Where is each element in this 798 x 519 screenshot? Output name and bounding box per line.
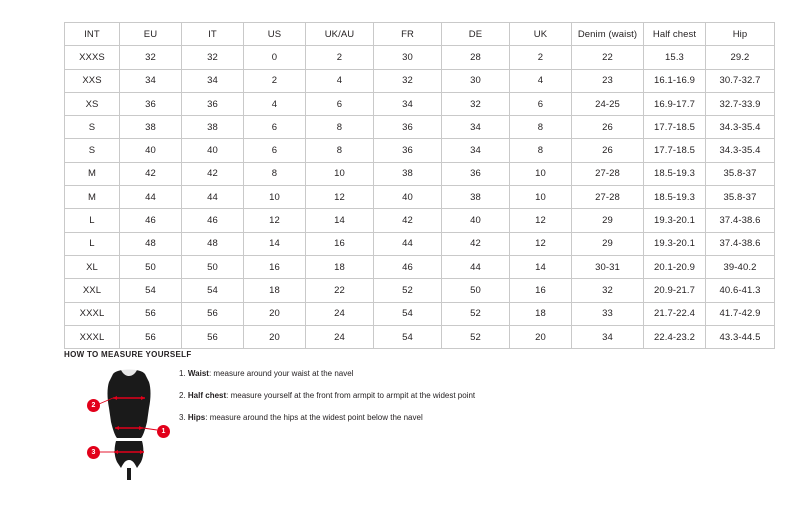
instruction-text: : measure around your waist at the navel bbox=[208, 369, 354, 378]
cell: 18.5-19.3 bbox=[644, 186, 706, 209]
column-header: IT bbox=[182, 23, 244, 46]
cell: 6 bbox=[510, 92, 572, 115]
cell: 10 bbox=[510, 186, 572, 209]
column-header: Half chest bbox=[644, 23, 706, 46]
size-chart-table bbox=[64, 22, 775, 349]
cell: 36 bbox=[120, 92, 182, 115]
cell: 2 bbox=[510, 46, 572, 69]
cell: 36 bbox=[182, 92, 244, 115]
cell: M bbox=[65, 162, 120, 185]
cell: 29.2 bbox=[706, 46, 775, 69]
table-row bbox=[65, 325, 775, 348]
cell: 16.1-16.9 bbox=[644, 69, 706, 92]
badge-waist: 1 bbox=[157, 425, 170, 438]
cell: 20.1-20.9 bbox=[644, 255, 706, 278]
cell: 40.6-41.3 bbox=[706, 279, 775, 302]
cell: 52 bbox=[374, 279, 442, 302]
cell: 6 bbox=[244, 116, 306, 139]
cell: 52 bbox=[442, 302, 510, 325]
cell: 46 bbox=[374, 255, 442, 278]
cell: 34 bbox=[442, 116, 510, 139]
table-row bbox=[65, 92, 775, 115]
cell: 24 bbox=[306, 302, 374, 325]
table-row bbox=[65, 139, 775, 162]
cell: 33 bbox=[572, 302, 644, 325]
cell: 12 bbox=[510, 232, 572, 255]
instruction-half-chest bbox=[179, 390, 609, 401]
table-row bbox=[65, 162, 775, 185]
cell: 17.7-18.5 bbox=[644, 116, 706, 139]
cell: 27-28 bbox=[572, 162, 644, 185]
column-header: INT bbox=[65, 23, 120, 46]
column-header: EU bbox=[120, 23, 182, 46]
cell: 10 bbox=[510, 162, 572, 185]
cell: 17.7-18.5 bbox=[644, 139, 706, 162]
cell: L bbox=[65, 232, 120, 255]
cell: 12 bbox=[306, 186, 374, 209]
cell: 50 bbox=[182, 255, 244, 278]
cell: 37.4-38.6 bbox=[706, 232, 775, 255]
cell: 37.4-38.6 bbox=[706, 209, 775, 232]
cell: 12 bbox=[510, 209, 572, 232]
cell: 30 bbox=[442, 69, 510, 92]
cell: 46 bbox=[182, 209, 244, 232]
cell: XXXL bbox=[65, 325, 120, 348]
cell: 18 bbox=[244, 279, 306, 302]
cell: 29 bbox=[572, 232, 644, 255]
cell: 10 bbox=[306, 162, 374, 185]
cell: 44 bbox=[182, 186, 244, 209]
cell: 38 bbox=[442, 186, 510, 209]
cell: 54 bbox=[374, 302, 442, 325]
instruction-index: 1. bbox=[179, 369, 186, 378]
cell: 36 bbox=[374, 116, 442, 139]
cell: 18 bbox=[510, 302, 572, 325]
table-row bbox=[65, 209, 775, 232]
cell: XS bbox=[65, 92, 120, 115]
cell: XXXS bbox=[65, 46, 120, 69]
cell: 32 bbox=[182, 46, 244, 69]
cell: 38 bbox=[182, 116, 244, 139]
cell: 42 bbox=[182, 162, 244, 185]
mannequin-illustration bbox=[85, 364, 175, 484]
cell: 54 bbox=[120, 279, 182, 302]
cell: 35.8-37 bbox=[706, 162, 775, 185]
table-header-row bbox=[65, 23, 775, 46]
cell: 26 bbox=[572, 116, 644, 139]
column-header: FR bbox=[374, 23, 442, 46]
cell: 2 bbox=[306, 46, 374, 69]
table-row bbox=[65, 302, 775, 325]
cell: 15.3 bbox=[644, 46, 706, 69]
cell: 14 bbox=[306, 209, 374, 232]
cell: 22.4-23.2 bbox=[644, 325, 706, 348]
cell: 24 bbox=[306, 325, 374, 348]
cell: 34 bbox=[120, 69, 182, 92]
cell: 30.7-32.7 bbox=[706, 69, 775, 92]
cell: 32 bbox=[442, 92, 510, 115]
cell: 8 bbox=[306, 139, 374, 162]
cell: 56 bbox=[120, 302, 182, 325]
cell: XL bbox=[65, 255, 120, 278]
cell: 40 bbox=[374, 186, 442, 209]
cell: 19.3-20.1 bbox=[644, 232, 706, 255]
cell: 44 bbox=[442, 255, 510, 278]
mannequin-icon bbox=[85, 364, 175, 484]
table-row bbox=[65, 255, 775, 278]
cell: 30-31 bbox=[572, 255, 644, 278]
table-row bbox=[65, 116, 775, 139]
cell: 34 bbox=[442, 139, 510, 162]
cell: 16 bbox=[306, 232, 374, 255]
cell: 54 bbox=[374, 325, 442, 348]
cell: 38 bbox=[374, 162, 442, 185]
column-header: US bbox=[244, 23, 306, 46]
cell: 56 bbox=[182, 325, 244, 348]
cell: 36 bbox=[374, 139, 442, 162]
cell: L bbox=[65, 209, 120, 232]
cell: 29 bbox=[572, 209, 644, 232]
cell: 20.9-21.7 bbox=[644, 279, 706, 302]
table-row bbox=[65, 69, 775, 92]
instruction-hips bbox=[179, 412, 609, 423]
cell: 56 bbox=[120, 325, 182, 348]
cell: 40 bbox=[182, 139, 244, 162]
cell: XXS bbox=[65, 69, 120, 92]
measure-instructions bbox=[179, 368, 609, 434]
cell: 21.7-22.4 bbox=[644, 302, 706, 325]
instruction-term: Waist bbox=[187, 369, 209, 378]
cell: 19.3-20.1 bbox=[644, 209, 706, 232]
cell: S bbox=[65, 139, 120, 162]
cell: 30 bbox=[374, 46, 442, 69]
column-header: DE bbox=[442, 23, 510, 46]
cell: 34 bbox=[374, 92, 442, 115]
cell: 14 bbox=[510, 255, 572, 278]
cell: 24-25 bbox=[572, 92, 644, 115]
table-row bbox=[65, 279, 775, 302]
cell: 32 bbox=[120, 46, 182, 69]
cell: 44 bbox=[120, 186, 182, 209]
cell: 8 bbox=[306, 116, 374, 139]
cell: 4 bbox=[306, 69, 374, 92]
table-row bbox=[65, 232, 775, 255]
cell: 46 bbox=[120, 209, 182, 232]
cell: 34 bbox=[572, 325, 644, 348]
cell: 18.5-19.3 bbox=[644, 162, 706, 185]
cell: 18 bbox=[306, 255, 374, 278]
cell: 16 bbox=[510, 279, 572, 302]
cell: 39-40.2 bbox=[706, 255, 775, 278]
cell: 32.7-33.9 bbox=[706, 92, 775, 115]
badge-half-chest: 2 bbox=[87, 399, 100, 412]
cell: 34.3-35.4 bbox=[706, 139, 775, 162]
cell: 54 bbox=[182, 279, 244, 302]
column-header: UK bbox=[510, 23, 572, 46]
cell: 14 bbox=[244, 232, 306, 255]
column-header: UK/AU bbox=[306, 23, 374, 46]
table-row bbox=[65, 46, 775, 69]
instruction-term: Hips bbox=[187, 413, 206, 422]
cell: 50 bbox=[442, 279, 510, 302]
cell: 16.9-17.7 bbox=[644, 92, 706, 115]
cell: 6 bbox=[306, 92, 374, 115]
cell: M bbox=[65, 186, 120, 209]
cell: 10 bbox=[244, 186, 306, 209]
cell: 28 bbox=[442, 46, 510, 69]
cell: 8 bbox=[244, 162, 306, 185]
cell: 50 bbox=[120, 255, 182, 278]
cell: 8 bbox=[510, 116, 572, 139]
cell: 52 bbox=[442, 325, 510, 348]
cell: 32 bbox=[374, 69, 442, 92]
cell: 56 bbox=[182, 302, 244, 325]
size-chart-container bbox=[64, 22, 761, 349]
cell: 8 bbox=[510, 139, 572, 162]
cell: 16 bbox=[244, 255, 306, 278]
cell: 23 bbox=[572, 69, 644, 92]
badge-hips: 3 bbox=[87, 446, 100, 459]
cell: 4 bbox=[510, 69, 572, 92]
cell: 43.3-44.5 bbox=[706, 325, 775, 348]
cell: 0 bbox=[244, 46, 306, 69]
cell: 12 bbox=[244, 209, 306, 232]
cell: 36 bbox=[442, 162, 510, 185]
cell: 35.8-37 bbox=[706, 186, 775, 209]
cell: 32 bbox=[572, 279, 644, 302]
cell: 38 bbox=[120, 116, 182, 139]
cell: 2 bbox=[244, 69, 306, 92]
cell: S bbox=[65, 116, 120, 139]
instruction-index: 2. bbox=[179, 391, 186, 400]
column-header: Denim (waist) bbox=[572, 23, 644, 46]
cell: 42 bbox=[374, 209, 442, 232]
instruction-index: 3. bbox=[179, 413, 186, 422]
cell: 42 bbox=[120, 162, 182, 185]
cell: 20 bbox=[244, 325, 306, 348]
cell: 20 bbox=[510, 325, 572, 348]
cell: 22 bbox=[306, 279, 374, 302]
cell: 42 bbox=[442, 232, 510, 255]
cell: 6 bbox=[244, 139, 306, 162]
how-to-measure-title: HOW TO MEASURE YOURSELF bbox=[64, 350, 192, 359]
cell: 40 bbox=[120, 139, 182, 162]
cell: 44 bbox=[374, 232, 442, 255]
cell: XXL bbox=[65, 279, 120, 302]
cell: 40 bbox=[442, 209, 510, 232]
instruction-text: : measure around the hips at the widest point below the navel bbox=[205, 413, 423, 422]
cell: 22 bbox=[572, 46, 644, 69]
instruction-term: Half chest bbox=[187, 391, 227, 400]
cell: XXXL bbox=[65, 302, 120, 325]
cell: 34 bbox=[182, 69, 244, 92]
cell: 48 bbox=[182, 232, 244, 255]
cell: 41.7-42.9 bbox=[706, 302, 775, 325]
column-header: Hip bbox=[706, 23, 775, 46]
cell: 26 bbox=[572, 139, 644, 162]
cell: 20 bbox=[244, 302, 306, 325]
instruction-text: : measure yourself at the front from armpit to armpit at the widest point bbox=[226, 391, 476, 400]
cell: 34.3-35.4 bbox=[706, 116, 775, 139]
cell: 27-28 bbox=[572, 186, 644, 209]
table-row bbox=[65, 186, 775, 209]
instruction-waist bbox=[179, 368, 609, 379]
cell: 4 bbox=[244, 92, 306, 115]
cell: 48 bbox=[120, 232, 182, 255]
